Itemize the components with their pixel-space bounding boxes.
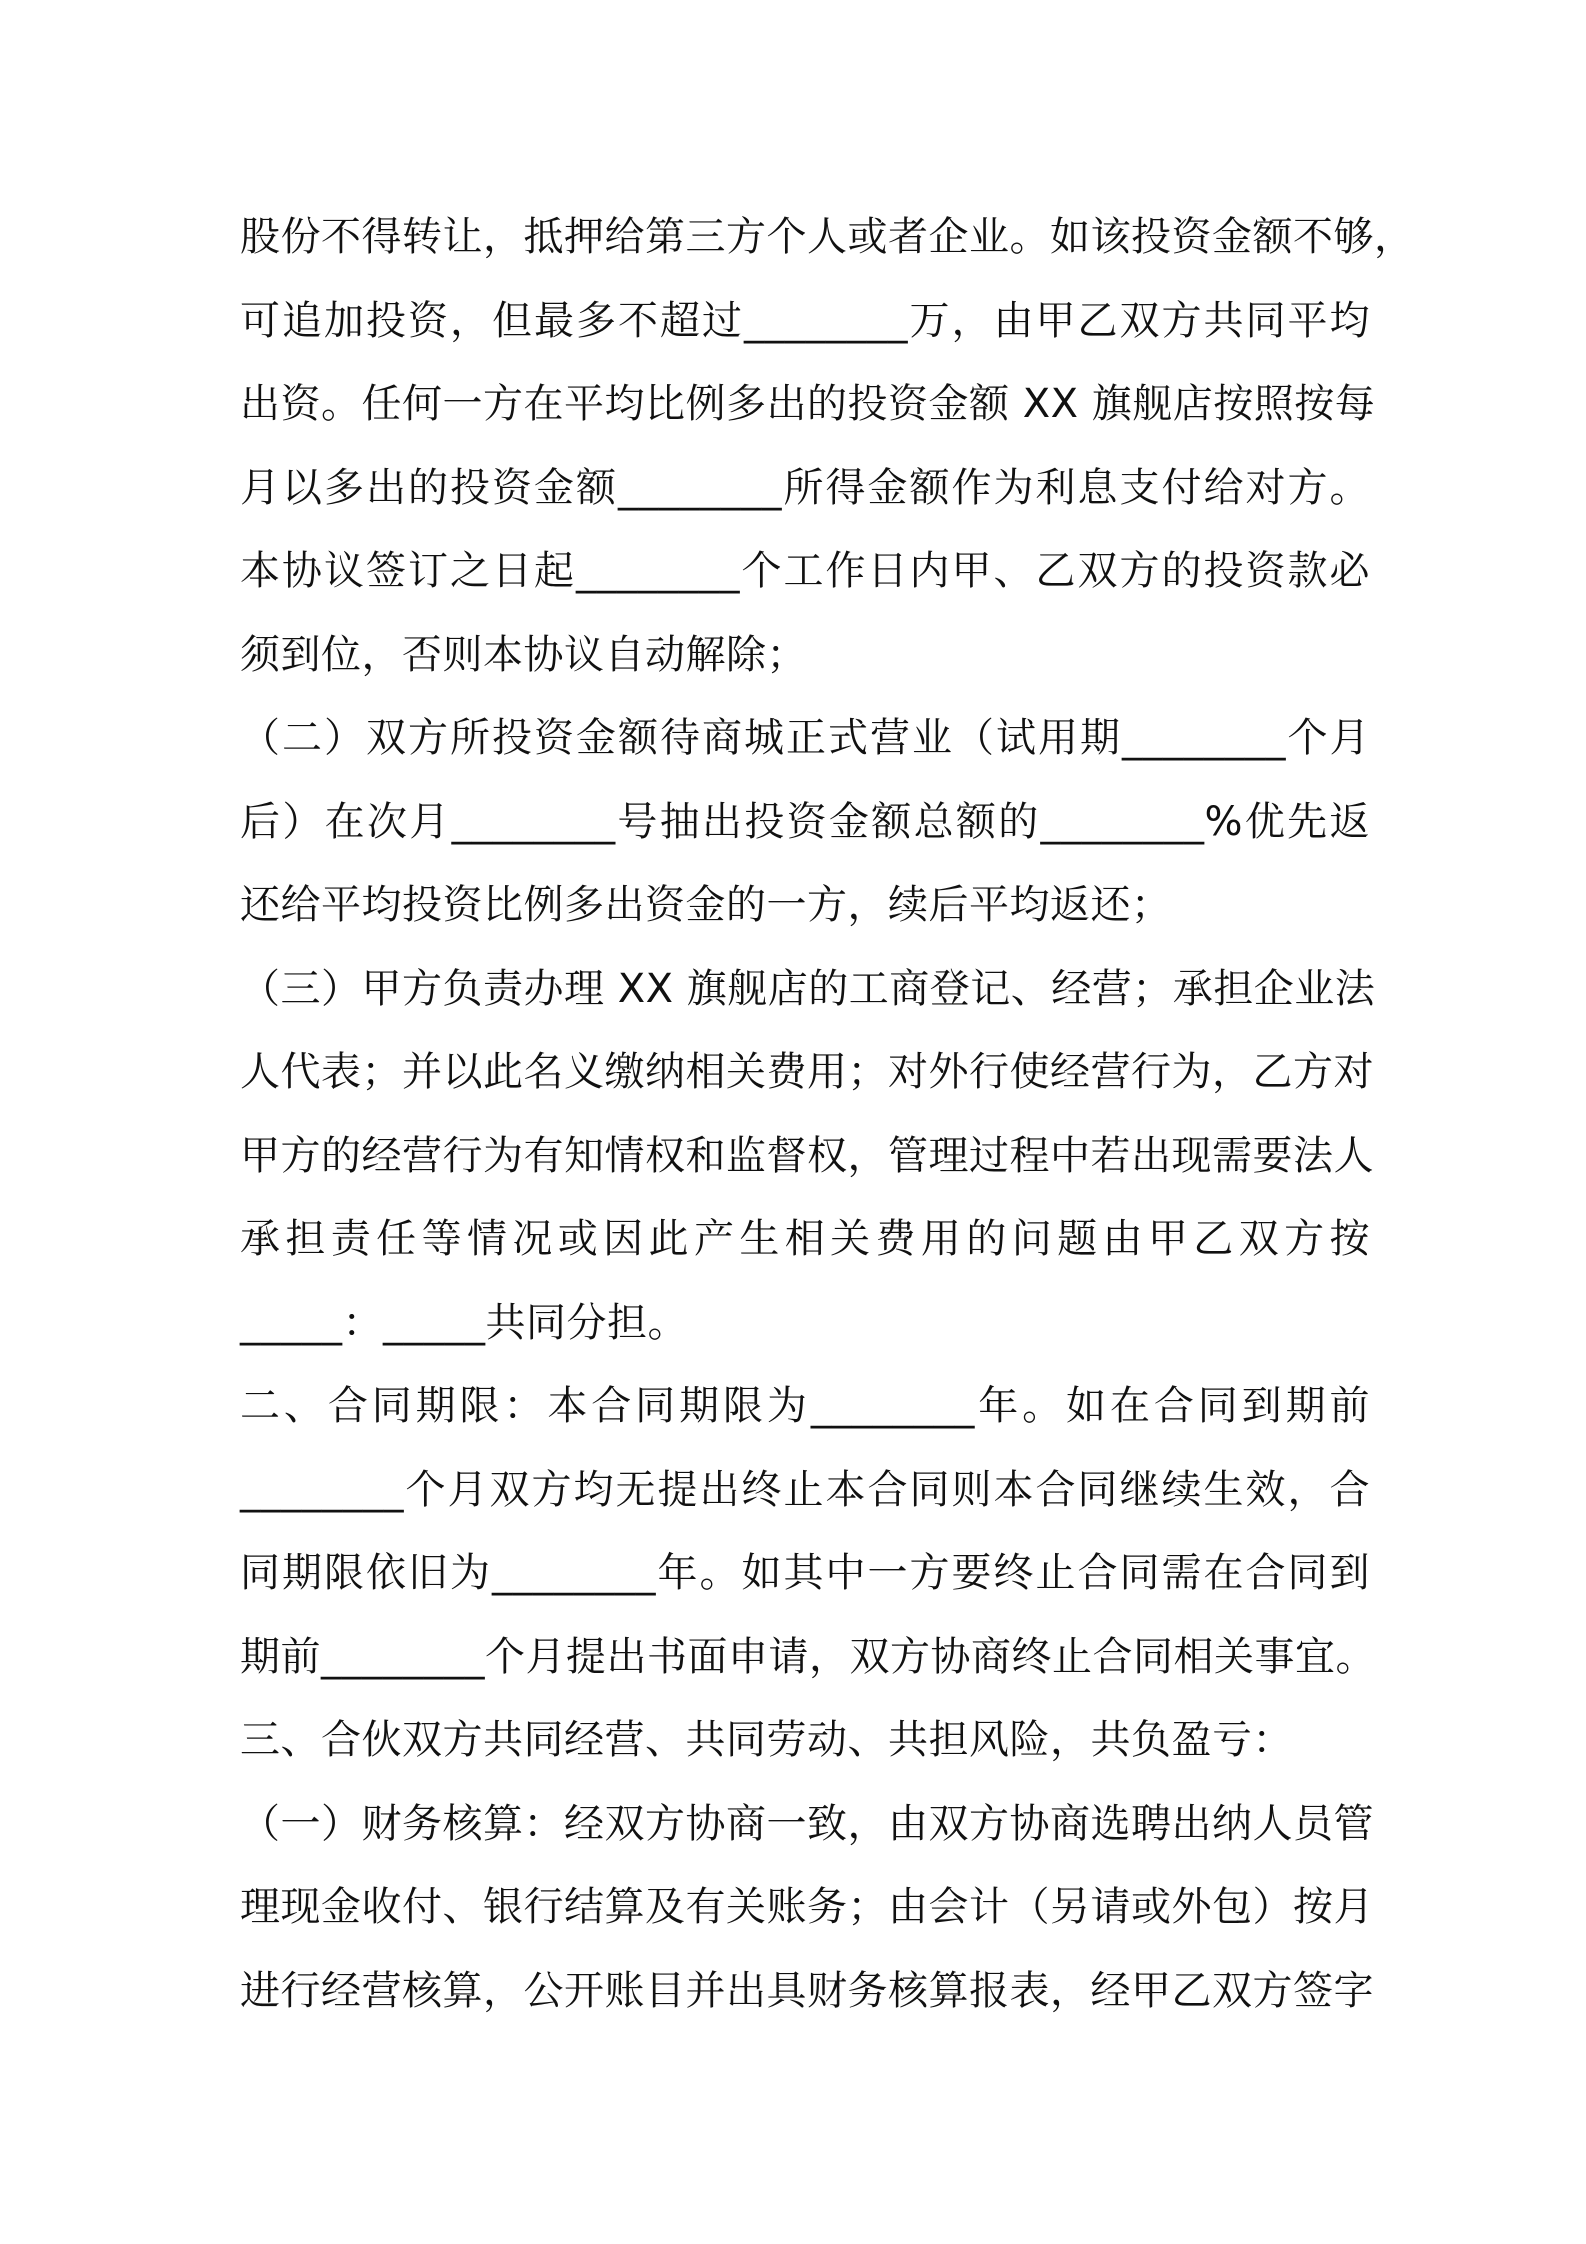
- text-line: 甲方的经营行为有知情权和监督权，管理过程中若出现需要法人: [240, 1132, 1374, 1179]
- text-line: 出资。任何一方在平均比例多出的投资金额 XX 旗舰店按照按每: [240, 381, 1376, 427]
- text-line: 还给平均投资比例多出资金的一方，续后平均返还；: [240, 882, 1172, 928]
- text-line: （三）甲方负责办理 XX 旗舰店的工商登记、经营；承担企业法: [240, 965, 1376, 1012]
- text-line: 二、合同期限：本合同期限为________年。如在合同到期前: [240, 1383, 1370, 1429]
- text-line: （二）双方所投资金额待商城正式营业（试用期________个月: [240, 715, 1370, 761]
- text-line: 三、合伙双方共同经营、共同劳动、共担风险，共负盈亏：: [240, 1717, 1293, 1763]
- contract-body: [240, 196, 1415, 2033]
- text-line: 同期限依旧为________年。如其中一方要终止合同需在合同到: [240, 1550, 1370, 1596]
- text-line: 月以多出的投资金额________所得金额作为利息支付给对方。: [240, 464, 1370, 511]
- text-line: 承担责任等情况或因此产生相关费用的问题由甲乙双方按: [240, 1216, 1370, 1262]
- text-line: 理现金收付、银行结算及有关账务；由会计（另请或外包）按月: [240, 1884, 1374, 1930]
- text-line: 人代表；并以此名义缴纳相关费用；对外行使经营行为，乙方对: [240, 1049, 1374, 1095]
- text-line: _____：_____共同分担。: [240, 1299, 688, 1346]
- text-line: 后）在次月________号抽出投资金额总额的________%优先返: [240, 798, 1370, 845]
- text-line: 可追加投资，但最多不超过________万，由甲乙双方共同平均: [240, 297, 1370, 344]
- text-line: （一）财务核算：经双方协商一致，由双方协商选聘出纳人员管: [240, 1800, 1374, 1847]
- text-line: ________个月双方均无提出终止本合同则本合同继续生效，合: [240, 1466, 1370, 1513]
- text-line: 股份不得转让，抵押给第三方个人或者企业。如该投资金额不够，: [240, 214, 1415, 260]
- text-line: 期前________个月提出书面申请，双方协商终止合同相关事宜。: [240, 1633, 1376, 1680]
- text-line: 本协议签订之日起________个工作日内甲、乙双方的投资款必: [240, 548, 1370, 594]
- text-line: 进行经营核算，公开账目并出具财务核算报表，经甲乙双方签字: [240, 1967, 1374, 2014]
- text-line: 须到位，否则本协议自动解除；: [240, 631, 807, 678]
